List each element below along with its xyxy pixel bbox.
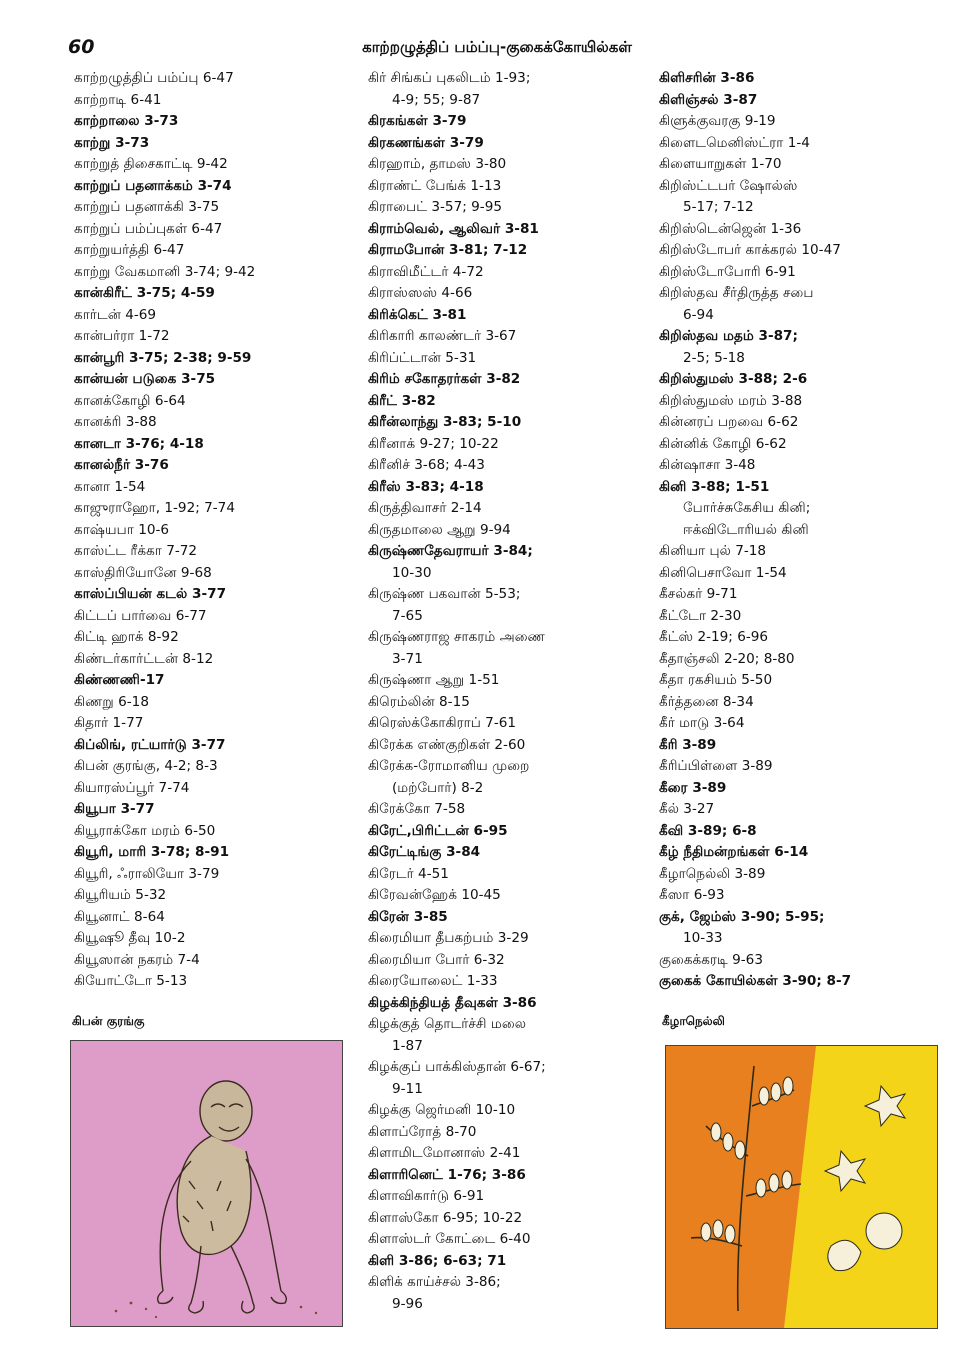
index-entry-text: கிளாஸ்டர் கோட்டை 6-40 — [368, 1231, 531, 1247]
index-entry-text: குகைக்கரடி 9-63 — [659, 951, 763, 968]
index-entry — [74, 391, 342, 413]
index-entry — [368, 842, 640, 864]
index-entry — [74, 262, 342, 284]
index-entry — [74, 520, 342, 542]
index-entry-text: கிளாவிகார்டு 6-91 — [368, 1188, 485, 1204]
index-entry-text: கிரிம் சகோதரர்கள் 3-82 — [368, 371, 521, 387]
index-entry — [659, 649, 939, 671]
index-entry-continuation: 10-33 — [683, 930, 723, 946]
index-entry — [74, 821, 342, 843]
index-entry — [659, 821, 939, 843]
index-entry — [659, 412, 939, 434]
index-entry — [368, 756, 640, 799]
index-entry-text: காற்றாடி 6-41 — [74, 91, 162, 108]
gibbon-illustration — [70, 1040, 343, 1327]
index-entry-text: கிரைமியா போர் 6-32 — [368, 951, 505, 968]
index-entry-text: கிறிஸ்டென்ஜென் 1-36 — [659, 220, 802, 237]
index-entry — [368, 68, 640, 111]
index-entry — [368, 133, 640, 155]
index-entry — [659, 563, 939, 585]
index-entry-text: கிளாஸ்கோ 6-95; 10-22 — [368, 1209, 523, 1226]
index-column-2 — [368, 68, 640, 1315]
index-entry-text: கிரேட்,பிரிட்டன் 6-95 — [368, 822, 508, 839]
index-entry — [368, 1014, 640, 1057]
index-entry-text: காஜுராஹோ, 1-92; 7-74 — [74, 500, 235, 516]
index-entry-text: கிருஷ்ணா ஆறு 1-51 — [368, 672, 500, 688]
index-entry — [659, 670, 939, 692]
index-entry-text: கிருத்திவாசர் 2-14 — [368, 500, 482, 516]
index-entry — [74, 885, 342, 907]
index-entry-text: கிண்டர்கார்ட்டன் 8-12 — [74, 650, 214, 667]
index-entry-text: கிளிசரின் 3-86 — [659, 70, 755, 86]
index-entry-text: கான்கிரீட் 3-75; 4-59 — [74, 285, 215, 301]
index-entry — [74, 477, 342, 499]
index-entry-text: கியூரியம் 5-32 — [74, 887, 167, 903]
index-entry — [659, 111, 939, 133]
index-entry — [74, 434, 342, 456]
index-entry — [659, 434, 939, 456]
index-entry — [368, 950, 640, 972]
index-entry — [368, 412, 640, 434]
index-entry-text: கார்டன் 4-69 — [74, 306, 157, 323]
index-entry-continuation: 9-96 — [392, 1295, 423, 1312]
index-entry-text: கிராஸ்ஸஸ் 4-66 — [368, 285, 473, 301]
index-entry — [368, 434, 640, 456]
index-entry-text: கானக்ரி 3-88 — [74, 414, 157, 430]
index-entry — [368, 584, 640, 627]
index-entry — [368, 1186, 640, 1208]
index-entry-text: கீழ் நீதிமன்றங்கள் 6-14 — [659, 844, 809, 860]
index-entry — [368, 1229, 640, 1251]
index-entry-continuation: 10-30 — [392, 564, 432, 581]
index-entry — [368, 692, 640, 714]
index-entry — [74, 154, 342, 176]
index-entry — [74, 606, 342, 628]
index-entry — [659, 778, 939, 800]
index-entry-text: கிராம்வெல், ஆலிவர் 3-81 — [368, 220, 539, 237]
index-entry — [368, 885, 640, 907]
index-entry-text: கிறிஸ்டோபர் காக்கரல் 10-47 — [659, 242, 841, 258]
index-entry-text: கிராமபோன் 3-81; 7-12 — [368, 242, 528, 258]
index-entry-continuation: 7-65 — [392, 607, 423, 624]
index-entry — [659, 262, 939, 284]
gibbon-caption: கிபன் குரங்கு — [72, 1014, 145, 1028]
index-entry-text: கியூனாட் 8-64 — [74, 908, 165, 925]
index-entry-text: காற்றுப் பதனாக்கம் 3-74 — [74, 177, 232, 194]
index-column-1 — [74, 68, 342, 993]
index-entry — [74, 68, 342, 90]
index-entry-continuation: 1-87 — [392, 1037, 423, 1054]
index-entry-text: கிரீனிச் 3-68; 4-43 — [368, 457, 485, 473]
index-entry — [74, 950, 342, 972]
index-entry — [368, 369, 640, 391]
index-entry — [368, 821, 640, 843]
index-entry-text: கான்யன் படுகை 3-75 — [74, 371, 216, 387]
page-number: 60 — [68, 36, 95, 58]
index-entry-text: கிளாரினெட் 1-76; 3-86 — [368, 1166, 526, 1183]
index-entry — [74, 283, 342, 305]
index-entry-text: கானடா 3-76; 4-18 — [74, 435, 204, 452]
index-entry-text: கிரேட்டிங்கு 3-84 — [368, 844, 481, 860]
index-entry — [74, 864, 342, 886]
index-entry-text: கீரை 3-89 — [659, 779, 727, 796]
index-entry — [368, 928, 640, 950]
index-entry-text: கிரகங்கள் 3-79 — [368, 113, 467, 129]
index-entry — [368, 111, 640, 133]
index-entry — [74, 348, 342, 370]
index-entry — [368, 670, 640, 692]
index-entry-text: கியூராக்கோ மரம் 6-50 — [74, 822, 216, 839]
index-entry-text: கிராபைட் 3-57; 9-95 — [368, 199, 502, 215]
index-entry-text: கீரிப்பிள்ளை 3-89 — [659, 758, 773, 774]
index-entry-continuation: 2-5; 5-18 — [683, 349, 745, 366]
index-entry-text: கிரேவன்ஹேக் 10-45 — [368, 887, 501, 903]
index-entry — [368, 971, 640, 993]
index-entry — [74, 971, 342, 993]
index-entry — [368, 541, 640, 584]
index-entry — [74, 649, 342, 671]
index-entry-text: கியூபா 3-77 — [74, 801, 155, 817]
index-entry — [659, 541, 939, 563]
index-entry-text: கீஸா 6-93 — [659, 887, 725, 903]
index-entry-text: கிர் சிங்கப் புகலிடம் 1-93; — [368, 70, 531, 86]
index-entry-text: கிரைமியா தீபகற்பம் 3-29 — [368, 930, 529, 946]
index-entry-text: கிறிஸ்டோபோரி 6-91 — [659, 263, 796, 280]
index-entry — [659, 219, 939, 241]
index-entry — [368, 993, 640, 1015]
index-entry — [368, 348, 640, 370]
index-entry-text: கிராண்ட் பேங்க் 1-13 — [368, 177, 502, 194]
index-entry — [74, 541, 342, 563]
index-entry — [659, 90, 939, 112]
index-entry-continuation: 9-11 — [392, 1080, 423, 1097]
index-entry — [368, 1100, 640, 1122]
index-entry — [659, 735, 939, 757]
index-entry-text: கிளாமிடமோனாஸ் 2-41 — [368, 1145, 521, 1161]
index-entry — [659, 68, 939, 90]
index-entry-text: குகைக் கோயில்கள் 3-90; 8-7 — [659, 973, 852, 989]
index-entry-text: கிறிஸ்தவ மதம் 3-87; — [659, 328, 798, 344]
index-entry-text: காற்று வேகமானி 3-74; 9-42 — [74, 263, 256, 280]
index-entry — [74, 799, 342, 821]
index-entry-text: கிளைடமெனிஸ்ட்ரா 1-4 — [659, 134, 810, 151]
index-entry-text: கினி 3-88; 1-51 — [659, 478, 770, 495]
index-entry-continuation: போர்ச்சுகேசிய கினி; — [683, 500, 811, 516]
index-entry-text: கிரஹாம், தாமஸ் 3-80 — [368, 156, 507, 172]
index-entry — [74, 584, 342, 606]
index-entry-continuation: 4-9; 55; 9-87 — [392, 91, 481, 108]
index-entry — [74, 197, 342, 219]
index-entry-text: கிறிஸ்துமஸ் 3-88; 2-6 — [659, 371, 808, 387]
index-entry-continuation: 5-17; 7-12 — [683, 199, 754, 215]
index-entry — [659, 885, 939, 907]
index-entry-text: காஷ்யபா 10-6 — [74, 521, 170, 538]
index-entry — [368, 1208, 640, 1230]
index-entry — [74, 369, 342, 391]
index-entry-text: கீட்டோ 2-30 — [659, 607, 742, 624]
index-entry-text: கிரீட் 3-82 — [368, 392, 436, 409]
index-column-3 — [659, 68, 939, 993]
index-entry-text: கீட்ஸ் 2-19; 6-96 — [659, 629, 769, 645]
index-entry — [368, 176, 640, 198]
index-entry-text: கிரீஸ் 3-83; 4-18 — [368, 478, 484, 495]
index-entry-text: கிறிஸ்தவ சீர்திருத்த சபை — [659, 285, 814, 301]
index-entry-text: காற்றுப் பம்ப்புகள் 6-47 — [74, 220, 223, 237]
index-entry — [368, 197, 640, 219]
index-entry-text: கீதா ரகசியம் 5-50 — [659, 672, 773, 688]
index-entry-text: கிரேக்கோ 7-58 — [368, 801, 466, 817]
index-entry — [659, 154, 939, 176]
index-entry-text: கினிபெசாவோ 1-54 — [659, 564, 787, 581]
index-entry — [659, 391, 939, 413]
index-entry-text: காற்றாலை 3-73 — [74, 113, 179, 129]
index-entry — [368, 498, 640, 520]
index-entry — [659, 971, 939, 993]
index-entry — [74, 90, 342, 112]
index-entry — [368, 907, 640, 929]
index-entry-text: கிரையோலைட் 1-33 — [368, 973, 498, 989]
index-entry-text: கியூஸான் நகரம் 7-4 — [74, 951, 200, 968]
index-entry-text: கிருதமாலை ஆறு 9-94 — [368, 521, 511, 538]
index-entry-text: கியோட்டோ 5-13 — [74, 973, 188, 989]
index-entry — [368, 455, 640, 477]
index-entry — [659, 369, 939, 391]
index-entry — [368, 1057, 640, 1100]
index-entry-text: கினியா புல் 7-18 — [659, 543, 767, 559]
index-entry — [368, 520, 640, 542]
index-entry — [659, 584, 939, 606]
index-entry — [659, 950, 939, 972]
index-entry — [659, 756, 939, 778]
index-entry-text: கிழக்கிந்தியத் தீவுகள் 3-86 — [368, 994, 537, 1011]
index-entry-text: கிபன் குரங்கு, 4-2; 8-3 — [74, 758, 218, 774]
index-entry-text: கின்ஷாசா 3-48 — [659, 457, 756, 473]
index-entry — [74, 735, 342, 757]
index-entry-text: கின்னரப் பறவை 6-62 — [659, 414, 799, 430]
index-entry — [368, 240, 640, 262]
index-entry — [659, 627, 939, 649]
index-entry — [74, 842, 342, 864]
index-entry-text: கின்னிக் கோழி 6-62 — [659, 435, 787, 452]
index-entry — [368, 1251, 640, 1273]
index-entry — [74, 756, 342, 778]
index-entry-text: கிப்லிங், ரட்யார்டு 3-77 — [74, 736, 226, 753]
index-entry — [659, 907, 939, 950]
index-entry-continuation: (மற்போர்) 8-2 — [392, 779, 484, 796]
index-entry-text: கிழக்குப் பாக்கிஸ்தான் 6-67; — [368, 1059, 546, 1075]
index-entry — [659, 455, 939, 477]
index-entry — [74, 455, 342, 477]
amla-drawing — [666, 1046, 937, 1328]
index-entry — [659, 477, 939, 520]
index-entry — [74, 928, 342, 950]
index-entry — [368, 391, 640, 413]
index-entry-text: காற்றுத் திசைகாட்டி 9-42 — [74, 156, 228, 172]
index-entry-continuation: 3-71 — [392, 650, 423, 667]
index-entry-text: கிரேக்க எண்குறிகள் 2-60 — [368, 736, 526, 753]
index-entry-text: கிறிஸ்துமஸ் மரம் 3-88 — [659, 392, 803, 409]
index-entry-text: காஸ்ப்பியன் கடல் 3-77 — [74, 586, 227, 602]
index-entry-text: கிருஷ்ணதேவராயர் 3-84; — [368, 543, 533, 559]
index-entry — [368, 477, 640, 499]
gibbon-drawing — [71, 1041, 342, 1326]
index-entry-text: கானல்நீர் 3-76 — [74, 457, 169, 473]
index-entry — [659, 692, 939, 714]
index-entry-text: கீசல்கர் 9-71 — [659, 586, 738, 602]
index-entry-text: கிரிகாரி காலண்டர் 3-67 — [368, 328, 517, 344]
index-entry — [74, 692, 342, 714]
index-entry-text: கிட்டப் பார்வை 6-77 — [74, 607, 207, 624]
index-entry-text: கியூரி, மாரி 3-78; 8-91 — [74, 844, 230, 860]
index-entry — [659, 799, 939, 821]
index-entry — [659, 842, 939, 864]
index-entry-text: கிளுக்குவரகு 9-19 — [659, 113, 776, 129]
index-entry-text: கானா 1-54 — [74, 478, 146, 495]
index-entry-text: கிண்ணணி-17 — [74, 672, 165, 688]
index-entry-text: காற்று 3-73 — [74, 134, 150, 151]
index-entry — [659, 176, 939, 219]
index-entry — [368, 326, 640, 348]
index-entry-text: கிரெம்லின் 8-15 — [368, 693, 470, 710]
index-entry-text: காற்றுயர்த்தி 6-47 — [74, 242, 185, 258]
index-entry-text: கிட்டி ஹாக் 8-92 — [74, 629, 179, 645]
index-entry-continuation: ஈக்விடோரியல் கினி — [683, 521, 809, 538]
index-entry — [74, 713, 342, 735]
index-entry — [368, 283, 640, 305]
index-entry-text: கிரீனாக் 9-27; 10-22 — [368, 435, 499, 452]
index-entry — [368, 154, 640, 176]
index-entry-text: காஸ்ட்ட ரீக்கா 7-72 — [74, 543, 198, 559]
index-entry — [368, 262, 640, 284]
index-entry-text: கிளிக் காய்ச்சல் 3-86; — [368, 1274, 501, 1290]
index-entry-text: கானக்கோழி 6-64 — [74, 392, 186, 409]
index-entry-text: கான்பர்ரா 1-72 — [74, 328, 170, 344]
index-entry-text: கிளி 3-86; 6-63; 71 — [368, 1252, 507, 1269]
page-header — [68, 36, 926, 60]
index-entry-text: கிரேடர் 4-51 — [368, 865, 449, 882]
index-entry-text: காற்றுப் பதனாக்கி 3-75 — [74, 199, 220, 215]
index-entry-text: கீல் 3-27 — [659, 801, 715, 817]
index-entry-text: கிணறு 6-18 — [74, 693, 149, 710]
index-entry — [368, 1143, 640, 1165]
index-entry — [659, 606, 939, 628]
index-entry-text: கிழக்குத் தொடர்ச்சி மலை — [368, 1016, 526, 1032]
index-entry — [368, 219, 640, 241]
index-entry-text: கீர்த்தனை 8-34 — [659, 693, 754, 710]
index-entry — [74, 219, 342, 241]
index-entry — [368, 799, 640, 821]
index-entry — [74, 111, 342, 133]
index-entry-text: குக், ஜேம்ஸ் 3-90; 5-95; — [659, 908, 825, 925]
amla-caption: கீழாநெல்லி — [662, 1014, 725, 1028]
index-entry-text: கியூரி, ஃராலியோ 3-79 — [74, 865, 220, 882]
index-entry — [659, 713, 939, 735]
index-entry — [368, 1272, 640, 1315]
index-entry — [74, 563, 342, 585]
index-entry-text: கீரி 3-89 — [659, 736, 717, 753]
index-entry — [368, 627, 640, 670]
index-entry — [368, 713, 640, 735]
index-entry-text: கிளிஞ்சல் 3-87 — [659, 91, 758, 108]
index-entry-text: கிரேன் 3-85 — [368, 908, 448, 925]
index-entry-text: கீதாஞ்சலி 2-20; 8-80 — [659, 650, 795, 667]
index-entry — [659, 133, 939, 155]
index-entry — [659, 240, 939, 262]
index-entry-text: கிரெஸ்க்கோகிராப் 7-61 — [368, 715, 517, 731]
index-entry-text: கிருஷ்ணராஜ சாகரம் அணை — [368, 629, 545, 645]
index-entry — [74, 778, 342, 800]
index-entry-text: காற்றழுத்திப் பம்ப்பு 6-47 — [74, 70, 234, 86]
index-entry-text: கீவி 3-89; 6-8 — [659, 822, 757, 839]
index-entry-text: கிறிஸ்ட்டபர் ஷோல்ஸ் — [659, 177, 798, 194]
index-entry — [368, 864, 640, 886]
index-entry-text: கியாரஸ்ப்பூர் 7-74 — [74, 779, 190, 796]
index-entry — [368, 1165, 640, 1187]
index-entry — [659, 864, 939, 886]
index-entry-text: கிரகணங்கள் 3-79 — [368, 134, 484, 151]
amla-illustration — [665, 1045, 938, 1329]
index-entry-text: கிருஷ்ண பகவான் 5-53; — [368, 586, 521, 602]
index-entry — [659, 326, 939, 369]
index-entry — [368, 1122, 640, 1144]
index-entry — [659, 520, 939, 542]
index-entry-text: கான்பூரி 3-75; 2-38; 9-59 — [74, 349, 252, 366]
index-entry-text: கிரிக்கெட் 3-81 — [368, 306, 467, 323]
index-entry-text: காஸ்திரியோனே 9-68 — [74, 564, 212, 581]
index-entry-text: கிரிப்ட்டான் 5-31 — [368, 349, 477, 366]
index-entry — [368, 735, 640, 757]
index-entry — [74, 133, 342, 155]
index-entry-text: கிராவிமீட்டர் 4-72 — [368, 263, 484, 280]
index-entry — [368, 305, 640, 327]
index-entry-text: கிழக்கு ஜெர்மனி 10-10 — [368, 1102, 516, 1118]
index-entry-text: கிதார் 1-77 — [74, 715, 144, 731]
index-entry — [74, 305, 342, 327]
index-entry — [74, 326, 342, 348]
index-entry — [74, 412, 342, 434]
index-entry-text: கிளாப்ரோத் 8-70 — [368, 1123, 477, 1140]
index-entry — [74, 670, 342, 692]
index-entry-text: கியூஷூ தீவு 10-2 — [74, 930, 186, 946]
index-entry-text: கிளையாறுகள் 1-70 — [659, 156, 782, 172]
running-title: காற்றழுத்திப் பம்ப்பு-குகைக்கோயில்கள் — [362, 38, 632, 56]
index-entry — [74, 240, 342, 262]
index-entry — [74, 907, 342, 929]
index-entry-text: கீழாநெல்லி 3-89 — [659, 865, 766, 882]
index-entry-text: கிரீன்லாந்து 3-83; 5-10 — [368, 414, 522, 430]
index-entry — [74, 498, 342, 520]
index-entry-text: கீர் மாடு 3-64 — [659, 715, 745, 731]
index-entry — [74, 627, 342, 649]
index-entry — [659, 283, 939, 326]
index-entry-continuation: 6-94 — [683, 306, 714, 323]
index-entry-text: கிரேக்க-ரோமானிய முறை — [368, 758, 530, 774]
index-entry — [74, 176, 342, 198]
